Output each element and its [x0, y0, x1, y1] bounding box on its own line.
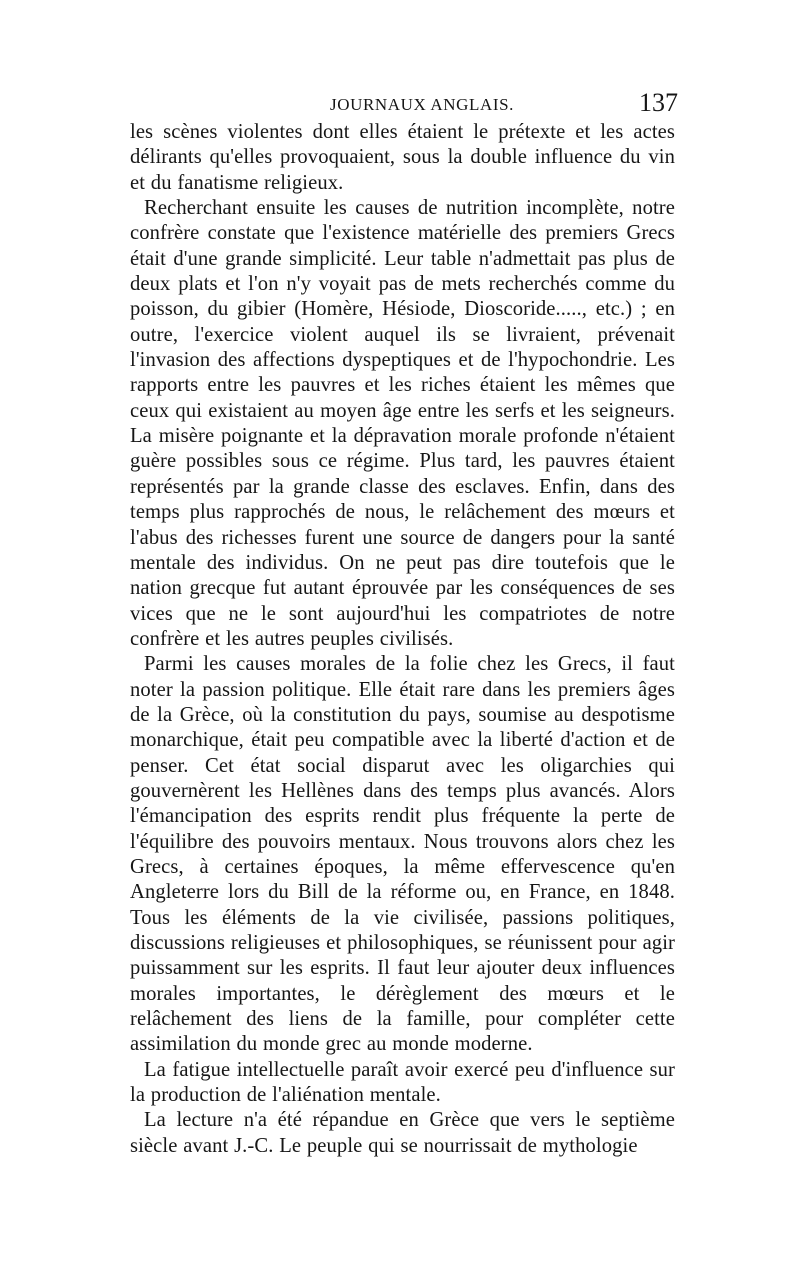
- body-text: [130, 120, 675, 1159]
- paragraph-2: Recherchant ensuite les causes de nutrition incomplète, notre confrère constate que l'existence matérielle des premiers Grecs était d'une grande simplicité. Leur table n'admettait pas plus de deux plats et l'on n'y voyait pas de mets recherchés comme du poisson, du gibier (Homère, Hésiode, Dioscoride....., etc.) ; en outre, l'exercice violent auquel ils se livraient, prévenait l'invasion des affections dyspeptiques et de l'hypochondrie. Les rapports entre les pauvres et les riches étaient les mêmes que ceux qui existaient au moyen âge entre les serfs et les seigneurs. La misère poignante et la dépravation morale profonde n'étaient guère possibles sous ce régime. Plus tard, les pauvres étaient représentés par la grande classe des esclaves. Enfin, dans des temps plus rapprochés de nous, le relâchement des mœurs et l'abus des richesses furent une source de dangers pour la santé mentale des individus. On ne peut pas dire toutefois que le nation grecque fut autant éprouvée par les conséquences de ses vices que ne le sont aujourd'hui les compatriotes de notre confrère et les autres peuples civilisés.: [130, 197, 675, 650]
- paragraph-3: Parmi les causes morales de la folie chez les Grecs, il faut noter la passion politique. Elle était rare dans les premiers âges de la Grèce, où la constitution du pays, soumise au despotisme monarchique, était peu compatible avec la liberté d'action et de penser. Cet état social disparut avec les oligarchies qui gouvernèrent les Hellènes dans des temps plus avancés. Alors l'émancipation des esprits rendit plus fréquente la perte de l'équilibre des pouvoirs mentaux. Nous trouvons alors chez les Grecs, à certaines époques, la même effervescence qu'en Angleterre lors du Bill de la réforme ou, en France, en 1848. Tous les éléments de la vie civilisée, passions politiques, discussions religieuses et philosophiques, se réunissent pour agir puissamment sur les esprits. Il faut leur ajouter deux influences morales importantes, le dérèglement des mœurs et le relâchement des liens de la famille, pour compléter cette assimilation du monde grec au monde moderne.: [130, 653, 675, 1056]
- paragraph-5: La lecture n'a été répandue en Grèce que vers le septième siècle avant J.-C. Le peuple qui se nourrissait de mythologie: [130, 1109, 675, 1157]
- paragraph-4: La fatigue intellectuelle paraît avoir exercé peu d'influence sur la production de l'aliénation mentale.: [130, 1058, 675, 1107]
- page-number: 137: [639, 88, 678, 117]
- running-title: JOURNAUX ANGLAIS.: [330, 95, 514, 114]
- running-header: [130, 88, 682, 118]
- paragraph-1: les scènes violentes dont elles étaient le prétexte et les actes délirants qu'elles provoquaient, sous la double influence du vin et du fanatisme religieux.: [130, 121, 675, 194]
